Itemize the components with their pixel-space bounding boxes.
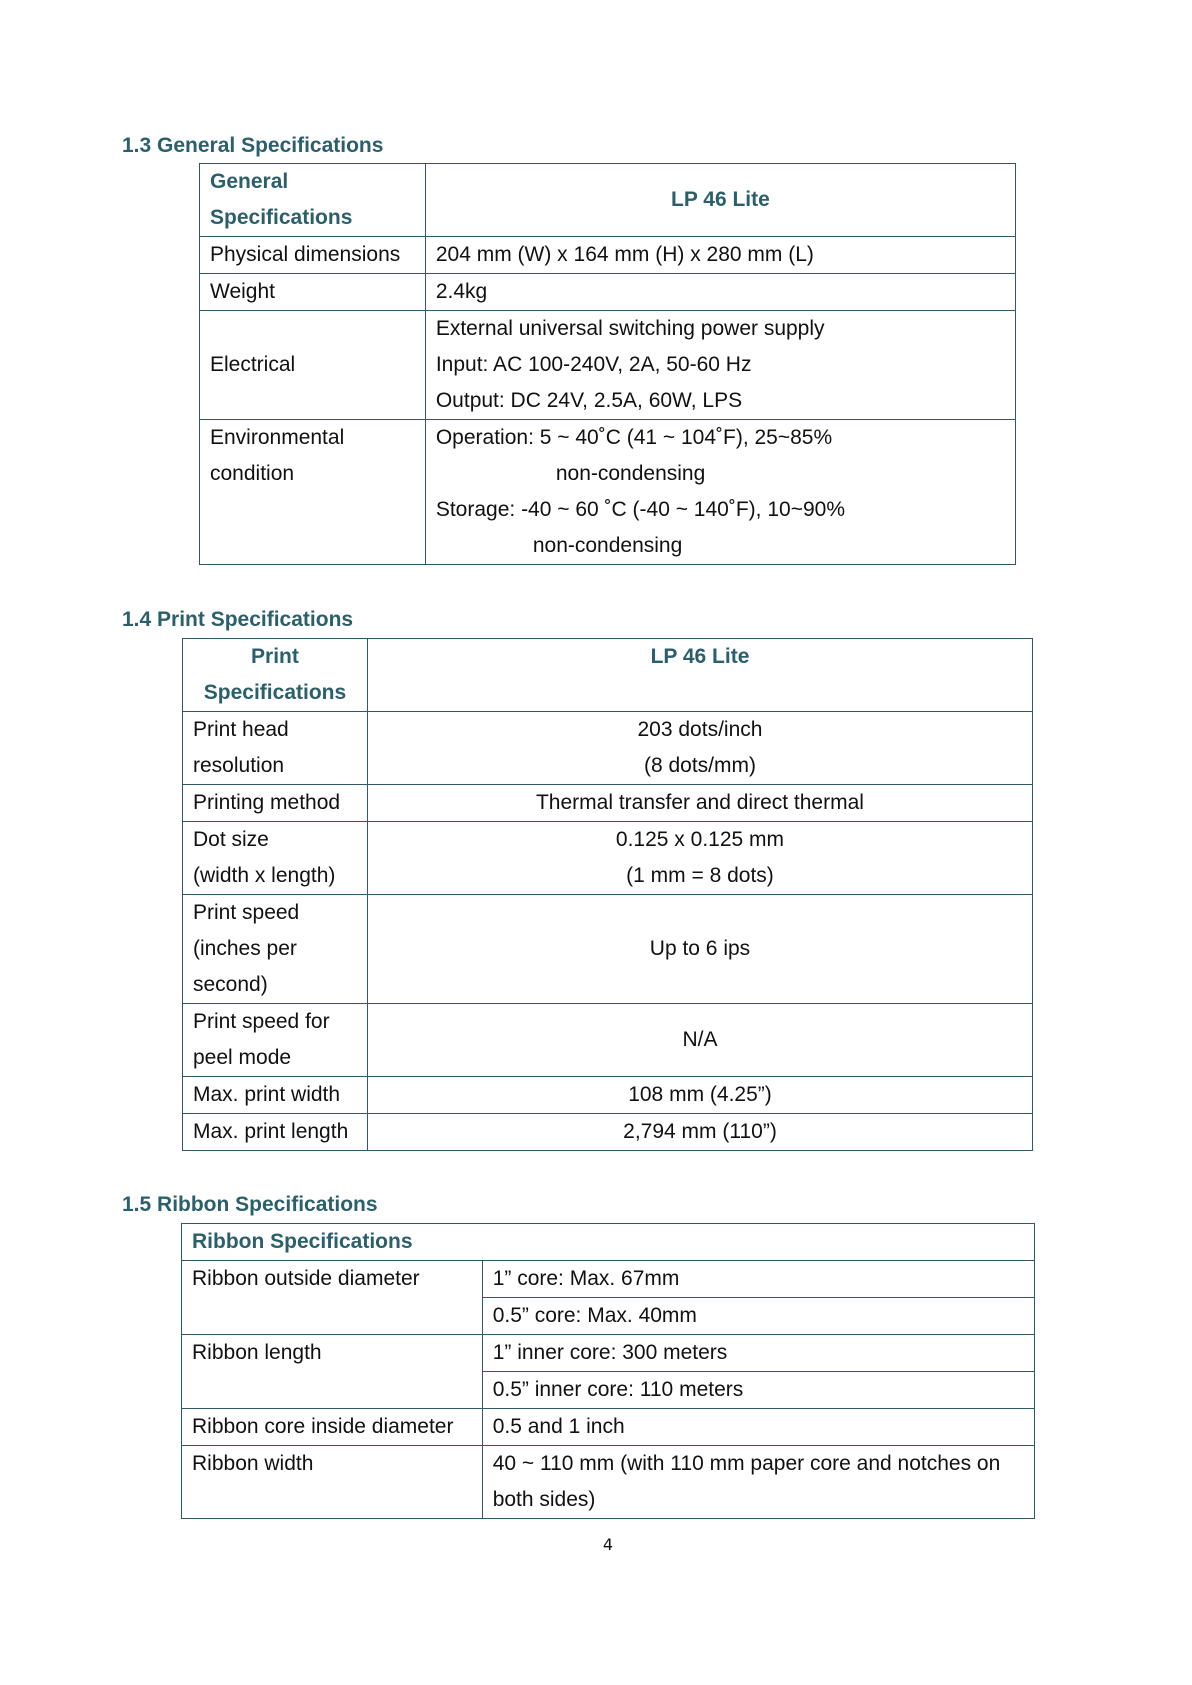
environmental-value: [425, 420, 1015, 565]
table-row: [183, 822, 1033, 895]
table-row: [183, 1077, 1033, 1114]
environmental-line4: non-condensing: [532, 534, 683, 557]
weight-value: 2.4kg: [425, 274, 1015, 311]
ribbon-width-value-line1: 40 ~ 110 mm (with 110 mm paper core and notches on: [492, 1452, 1001, 1475]
ribbon-specifications-heading: 1.5 Ribbon Specifications: [122, 1193, 378, 1216]
electrical-value: [425, 311, 1015, 420]
peel-speed-value: N/A: [367, 1004, 1032, 1077]
header-label-line1: General: [210, 170, 289, 193]
dot-size-value-line1: 0.125 x 0.125 mm: [615, 828, 785, 851]
table-row: [183, 895, 1033, 1004]
dot-size-label-line2: (width x length): [193, 864, 336, 887]
outside-diameter-label: Ribbon outside diameter: [182, 1261, 483, 1335]
electrical-label: Electrical: [200, 311, 426, 420]
print-specifications-heading: 1.4 Print Specifications: [122, 608, 354, 631]
table-row: [182, 1409, 1035, 1446]
outside-diameter-value1: 1” core: Max. 67mm: [482, 1261, 1034, 1298]
weight-label: Weight: [200, 274, 426, 311]
peel-speed-label-line2: peel mode: [193, 1046, 292, 1069]
environmental-line2: non-condensing: [555, 462, 706, 485]
environmental-label-line2: condition: [210, 462, 295, 485]
table-row: [200, 311, 1016, 420]
general-specifications-heading: 1.3 General Specifications: [122, 134, 384, 157]
peel-speed-label-line1: Print speed for: [193, 1010, 330, 1033]
table-row: [200, 420, 1016, 565]
environmental-line3: Storage: -40 ~ 60 ˚C (-40 ~ 140˚F), 10~90%: [435, 498, 845, 521]
print-speed-label-line2: (inches per: [193, 937, 297, 960]
table-row: [182, 1446, 1035, 1519]
header-label-line1: Print: [251, 645, 299, 668]
header-label-cell: [200, 164, 426, 237]
table-row: [182, 1335, 1035, 1372]
resolution-value-line2: (8 dots/mm): [643, 754, 756, 777]
resolution-label: [183, 712, 368, 785]
peel-speed-label: [183, 1004, 368, 1077]
ribbon-width-label: Ribbon width: [182, 1446, 483, 1519]
printing-method-value: Thermal transfer and direct thermal: [367, 785, 1032, 822]
max-print-length-value: 2,794 mm (110”): [367, 1114, 1032, 1151]
print-speed-label-line3: second): [193, 973, 268, 996]
ribbon-width-value: [482, 1446, 1034, 1519]
table-header-row: [183, 639, 1033, 712]
environmental-label-line1: Environmental: [210, 426, 345, 449]
electrical-line3: Output: DC 24V, 2.5A, 60W, LPS: [435, 389, 743, 412]
resolution-label-line2: resolution: [193, 754, 285, 777]
max-print-width-value: 108 mm (4.25”): [367, 1077, 1032, 1114]
electrical-line1: External universal switching power supply: [435, 317, 825, 340]
header-model-cell: LP 46 Lite: [367, 639, 1032, 712]
table-row: [183, 1114, 1033, 1151]
header-label-line2: Specifications: [210, 206, 353, 229]
printing-method-label: Printing method: [183, 785, 368, 822]
table-row: [182, 1261, 1035, 1298]
print-speed-label-line1: Print speed: [193, 901, 300, 924]
dot-size-value: [367, 822, 1032, 895]
dot-size-value-line2: (1 mm = 8 dots): [626, 864, 774, 887]
print-speed-label: [183, 895, 368, 1004]
header-model-cell: LP 46 Lite: [425, 164, 1015, 237]
print-specifications-table: [182, 638, 1033, 1151]
ribbon-length-value1: 1” inner core: 300 meters: [482, 1335, 1034, 1372]
physical-dimensions-value: 204 mm (W) x 164 mm (H) x 280 mm (L): [425, 237, 1015, 274]
electrical-line2: Input: AC 100-240V, 2A, 50-60 Hz: [435, 353, 752, 376]
ribbon-length-value2: 0.5” inner core: 110 meters: [482, 1372, 1034, 1409]
table-header-row: [182, 1224, 1035, 1261]
environmental-label: [200, 420, 426, 565]
table-header-row: [200, 164, 1016, 237]
resolution-label-line1: Print head: [193, 718, 289, 741]
table-row: [200, 237, 1016, 274]
table-row: [183, 785, 1033, 822]
max-print-width-label: Max. print width: [183, 1077, 368, 1114]
environmental-line1: Operation: 5 ~ 40˚C (41 ~ 104˚F), 25~85%: [435, 426, 833, 449]
resolution-value-line1: 203 dots/inch: [637, 718, 763, 741]
physical-dimensions-label: Physical dimensions: [200, 237, 426, 274]
resolution-value: [367, 712, 1032, 785]
ribbon-specifications-table: [181, 1223, 1035, 1519]
table-row: [183, 1004, 1033, 1077]
header-label-cell: Ribbon Specifications: [182, 1224, 1035, 1261]
outside-diameter-value2: 0.5” core: Max. 40mm: [482, 1298, 1034, 1335]
core-diameter-label: Ribbon core inside diameter: [182, 1409, 483, 1446]
header-label-cell: [183, 639, 368, 712]
dot-size-label: [183, 822, 368, 895]
core-diameter-value: 0.5 and 1 inch: [482, 1409, 1034, 1446]
header-label-line2: Specifications: [203, 681, 347, 704]
dot-size-label-line1: Dot size: [193, 828, 269, 851]
ribbon-length-label: Ribbon length: [182, 1335, 483, 1409]
general-specifications-table: [199, 163, 1016, 565]
table-row: [200, 274, 1016, 311]
max-print-length-label: Max. print length: [183, 1114, 368, 1151]
table-row: [183, 712, 1033, 785]
page-number: 4: [602, 1535, 614, 1554]
ribbon-width-value-line2: both sides): [492, 1488, 596, 1511]
print-speed-value: Up to 6 ips: [367, 895, 1032, 1004]
